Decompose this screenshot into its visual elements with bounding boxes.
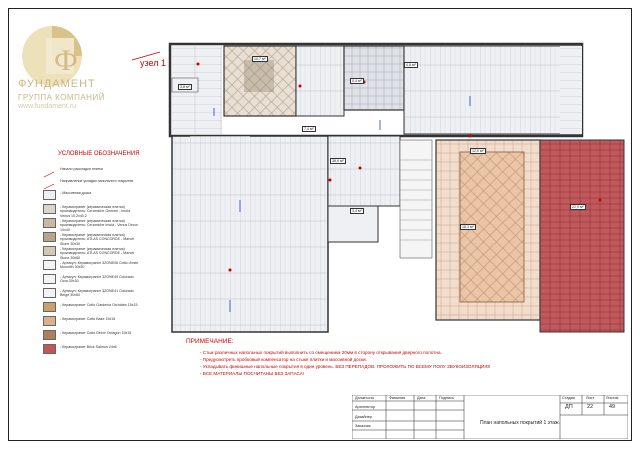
legend-item: - Керамогранит (керамическая плитка) производитель: ATLAS CONCORDE - Marvel Stone 30x30 — [60, 233, 134, 246]
room-left-wing — [190, 136, 250, 196]
legend-swatch — [43, 316, 56, 326]
legend-item: - Керамогранит Cotto Base 15x15 — [60, 317, 116, 321]
stamp-sheets-label: Листов — [606, 396, 619, 400]
company-name: ФУНДАМЕНТ — [18, 78, 96, 90]
notes-title: ПРИМЕЧАНИЕ: — [186, 338, 234, 345]
legend-swatch — [43, 166, 56, 176]
stamp-stage: ДП — [565, 404, 573, 410]
legend-item: - Керамогранит (керамическая плитка) производитель: Ceramiche Imola - Venus Decor 10x40 — [60, 219, 138, 232]
legend-swatch — [43, 204, 56, 214]
note-item: - Стык различных напольных покрытий выполнить со смещением 20мм в сторону открывания дверного полотна. — [200, 350, 442, 355]
stamp-stage-label: Стадия — [562, 396, 575, 400]
room-upper-right-strip — [560, 46, 582, 134]
area-label: 38,9 м² — [332, 159, 344, 163]
legend-item: - Артикул: Керамогранит 3ZONE41 Colorado Beige 30x60 — [60, 289, 134, 298]
legend-swatch — [43, 246, 56, 256]
room-upper-mid-wood — [296, 46, 344, 116]
stamp-role-client: Заказчик — [355, 424, 371, 428]
room-brick-patio — [540, 140, 624, 332]
title-block — [352, 395, 628, 439]
stamp-header-name: Фамилия — [389, 396, 406, 400]
area-label: 22,9 м² — [572, 205, 584, 209]
legend-item: - Артикул: Керамогранит 3ZONE06 Cotto d'este Monolith 30x30 — [60, 261, 139, 270]
area-label: 12,0 м² — [472, 149, 484, 153]
room-living — [328, 136, 400, 206]
note-item: - Укладывать финишные напольные покрытия в один уровень. БЕЗ ПЕРЕПАДОВ. ПРОЛОЖИТЬ ПО ВСЕМУ ПОЛУ ЗВУКОИЗОЛЯЦИЮ! — [200, 364, 491, 369]
stamp-sheet-label: Лист — [586, 396, 595, 400]
legend-swatch — [43, 288, 56, 298]
bath-1-insert — [244, 60, 274, 92]
legend-swatch — [43, 274, 56, 284]
legend-swatch — [43, 302, 56, 312]
stamp-sheets: 49 — [609, 404, 616, 410]
area-label: 0,4 м² — [352, 79, 362, 83]
stamp-role-designer: Дизайнер — [355, 415, 372, 419]
legend-swatch — [43, 344, 56, 354]
legend-title: УСЛОВНЫЕ ОБОЗНАЧЕНИЯ — [58, 151, 140, 157]
legend-item: - Керамогранит Cotto Gardenia Orchidea 15x15 — [60, 303, 138, 307]
legend-item: Начало раскладки плитки — [60, 167, 103, 171]
legend-swatch — [43, 178, 56, 188]
stamp-header-role: Должность — [355, 396, 375, 400]
note-item: - Предусмотреть пробковый компенсатор на стыке плитки и массивной доски. — [200, 357, 367, 362]
area-label: 3,4 м² — [352, 209, 362, 213]
room-upper-right-wood — [404, 46, 580, 134]
legend-item: - Керамогранит Cotto Decor Octagon 15x15 — [60, 331, 132, 335]
stamp-header-date: Дата — [417, 396, 426, 400]
legend-swatch — [43, 260, 56, 270]
area-label: 10,7 м² — [254, 57, 266, 61]
area-label: 4,8 м² — [406, 63, 416, 67]
stamp-header-sign: Подпись — [439, 396, 455, 400]
legend-item: Направление укладки напольного покрытия — [60, 179, 134, 183]
legend-item: - Керамогранит (керамическая плитка) производитель: Ceramiche Gemme - Imola Venus 10,2x40,2 — [60, 205, 131, 218]
area-label: 3,8 м² — [180, 85, 190, 89]
stamp-sheet: 22 — [587, 404, 594, 410]
company-group: ГРУППА КОМПАНИЙ — [18, 93, 105, 102]
area-label: 7,4 м² — [304, 127, 314, 131]
legend-swatch — [43, 330, 56, 340]
note-item: - ВСЕ МАТЕРИАЛЫ ПОСЧИТАНЫ БЕЗ ЗАПАСА! — [200, 371, 305, 376]
legend-item: - Керамогранит (керамическая плитка) производитель: ATLAS CONCORDE - Marvel Stone 30x60 — [60, 247, 134, 260]
node-label: узел 1 — [140, 58, 166, 68]
stamp-role-architect: Архитектор — [355, 405, 376, 409]
drawing-title: План напольных покрытий 1 этаж. — [480, 420, 560, 426]
legend-item: - Массивная доска — [60, 191, 92, 195]
company-url[interactable]: www.fundament.ru — [18, 103, 76, 110]
legend-swatch — [43, 232, 56, 242]
area-label: 18,3 м² — [462, 225, 474, 229]
legend-item: - Артикул: Керамогранит 3ZONE40 Colorado Ocra 30x30 — [60, 275, 134, 284]
legend-swatch — [43, 190, 56, 200]
svg-text:Ф: Ф — [54, 44, 78, 77]
legend-swatch — [43, 218, 56, 228]
legend-item: - Керамогранит Brick Salmon 24x6 — [60, 345, 117, 349]
stair — [400, 140, 432, 258]
